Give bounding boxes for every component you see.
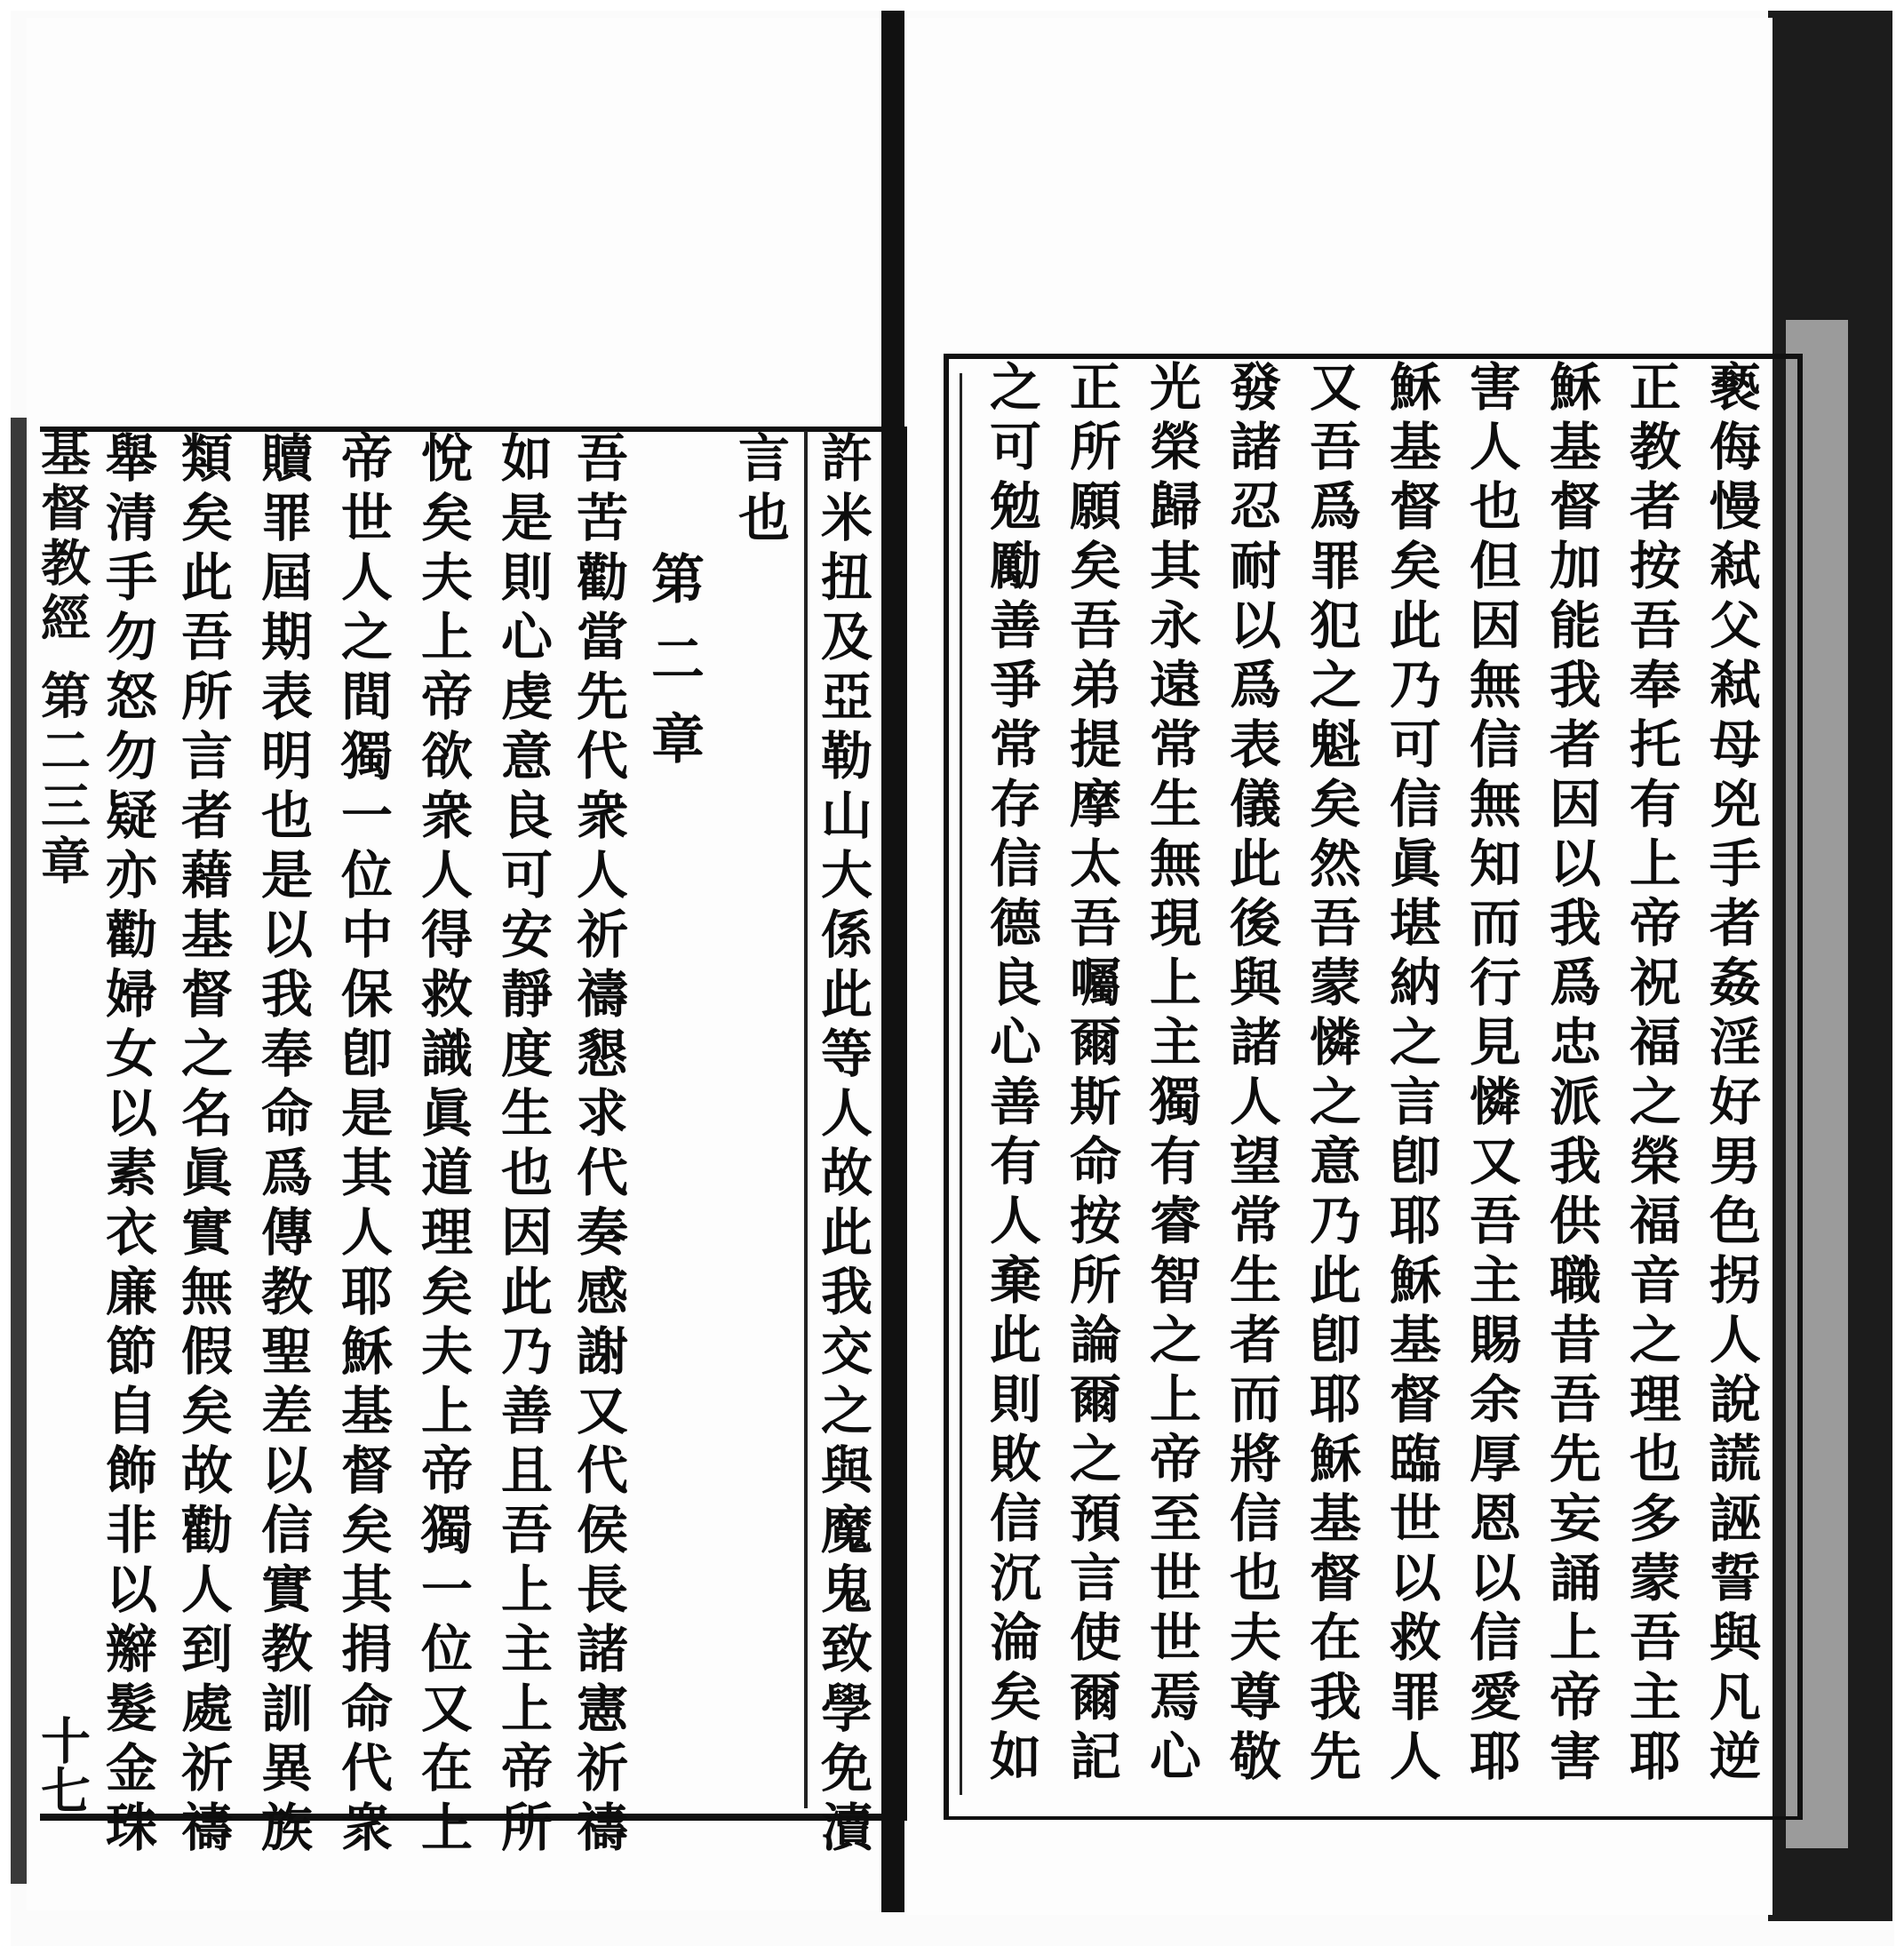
left-col-5: 如是則心虔意良可安靜度生也因此乃善且吾上主上帝所	[492, 431, 553, 1860]
left-col-2: 言也	[729, 431, 790, 550]
left-col-1: 許米扭及亞勒山大係此等人故此我交之與魔鬼致學免瀆	[812, 431, 872, 1860]
left-col-4: 吾苦勸當先代衆人祈禱懇求代奏感謝又代侯長諸憲祈禱	[568, 431, 628, 1860]
right-col-9: 正所願矣吾弟提摩太吾囑爾斯命按所論爾之預言使爾記	[1061, 360, 1121, 1789]
left-margin-title: 基督教經 第二三章	[33, 427, 92, 890]
left-col-9: 類矣此吾所言者藉基督之名眞實無假矣故勸人到處祈禱	[172, 431, 233, 1860]
right-col-2: 正教者按吾奉托有上帝祝福之榮福音之理也多蒙吾主耶	[1621, 360, 1681, 1789]
left-col-7: 帝世人之間獨一位中保卽是其人耶穌基督矣其捐命代衆	[332, 431, 393, 1860]
left-col-8: 贖罪屆期表明也是以我奉命爲傳教聖差以信實教訓異族	[252, 431, 313, 1860]
right-col-8: 光榮歸其永遠常生無現上主獨有睿智之上帝至世世焉心	[1141, 360, 1201, 1789]
right-col-1: 褻侮慢弒父弒母兇手者姦淫好男色拐人說謊誣誓與凡逆	[1701, 360, 1761, 1789]
left-col-10: 舉清手勿怒勿疑亦勸婦女以素衣廉節自飾非以辮髮金珠	[97, 431, 157, 1860]
left-col-6: 悅矣夫上帝欲衆人得救識眞道理矣夫上帝獨一位又在上	[412, 431, 473, 1860]
chapter-heading: 第二章	[642, 551, 705, 791]
page-number: 十七	[33, 1715, 92, 1814]
right-inner-rule	[960, 373, 962, 1795]
right-col-3: 穌基督加能我者因以我爲忠派我供職昔吾先妄誦上帝害	[1541, 360, 1601, 1789]
right-col-7: 發諸忍耐以爲表儀此後與諸人望常生者而將信也夫尊敬	[1221, 360, 1281, 1789]
right-col-10: 之可勉勵善爭常存信德良心善有人棄此則敗信沉淪矣如	[981, 360, 1041, 1789]
right-col-5: 穌基督矣此乃可信眞堪納之言卽耶穌基督臨世以救罪人	[1381, 360, 1441, 1789]
right-col-6: 又吾爲罪犯之魁矣然吾蒙憐之意乃此卽耶穌基督在我先	[1301, 360, 1361, 1789]
right-col-4: 害人也但因無信無知而行見憐又吾主賜余厚恩以信愛耶	[1461, 360, 1521, 1789]
